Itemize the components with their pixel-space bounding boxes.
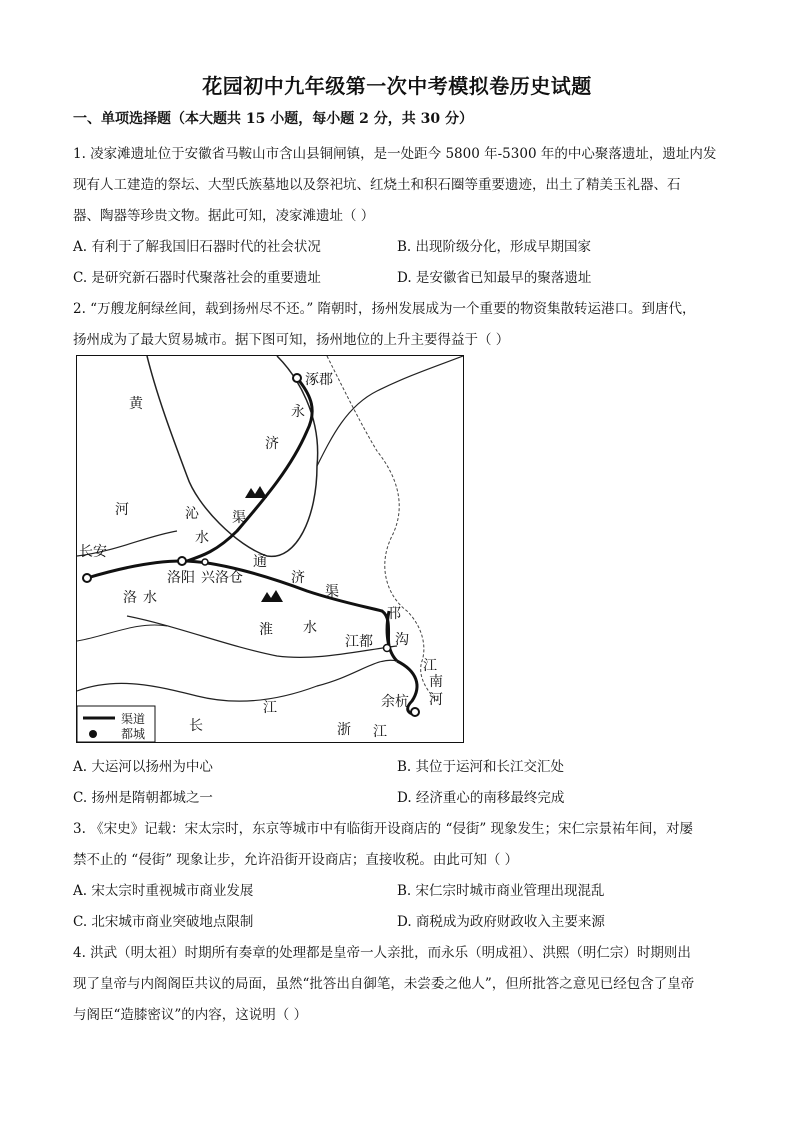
label-tong: 通 (253, 554, 267, 570)
label-qu1: 渠 (232, 510, 246, 526)
label-shui3: 水 (303, 620, 317, 636)
q1-line-1: 1. 凌家滩遗址位于安徽省马鞍山市含山县铜闸镇，是一处距今 5800 年-5300 年的中心聚落遗址，遗址内发 (73, 146, 717, 162)
label-shui2: 水 (143, 590, 157, 606)
q1-option-b: B. 出现阶级分化，形成早期国家 (397, 239, 592, 255)
q1-option-c: C. 是研究新石器时代聚落社会的重要遗址 (73, 270, 321, 286)
label-jiangdu: 江都 (345, 634, 373, 650)
luoyang-marker (178, 557, 186, 565)
label-huang: 黄 (129, 396, 143, 412)
label-zhuojun: 涿郡 (305, 372, 333, 388)
q1-option-a: A. 有利于了解我国旧石器时代的社会状况 (73, 239, 321, 255)
label-yong: 永 (291, 404, 305, 420)
q3-line-1: 3. 《宋史》记载：宋太宗时，东京等城市中有临街开设商店的 “侵街” 现象发生；宋仁宗景祐年间，对屡 (73, 821, 694, 837)
label-han: 邗 (387, 606, 401, 622)
changan-marker (83, 574, 91, 582)
q3-option-d: D. 商税成为政府财政收入主要来源 (397, 914, 605, 930)
q2-option-a: A. 大运河以扬州为中心 (73, 759, 213, 775)
label-huai: 淮 (259, 622, 273, 638)
zhuojun-marker (293, 374, 301, 382)
section-heading: 一、单项选择题（本大题共 15 小题，每小题 2 分，共 30 分） (73, 111, 473, 127)
yangtze-river (77, 660, 397, 701)
q3-option-a: A. 宋太宗时重视城市商业发展 (73, 883, 254, 899)
q3-option-c: C. 北宋城市商业突破地点限制 (73, 914, 254, 930)
q2-option-b: B. 其位于运河和长江交汇处 (397, 759, 565, 775)
legend-capital-icon (89, 730, 97, 738)
label-qin: 沁 (185, 506, 199, 522)
page-title: 花园初中九年级第一次中考模拟卷历史试题 (202, 74, 592, 98)
grand-canal-map (76, 355, 464, 743)
huai-river-2 (77, 625, 167, 641)
label-jiang1: 江 (423, 658, 437, 674)
mountain-icon (245, 486, 267, 498)
label-changan: 长安 (79, 544, 107, 560)
q1-line-2: 现有人工建造的祭坛、大型氏族墓地以及祭祀坑、红烧土和积石圈等重要遗迹，出土了精美玉礼器、石 (73, 177, 681, 193)
q2-line-1: 2. “万艘龙舸绿丝间，载到扬州尽不还。” 隋朝时，扬州发展成为一个重要的物资集散转运港口。到唐代， (73, 301, 696, 317)
coastline (327, 356, 437, 701)
xingluocang-marker (202, 559, 208, 565)
q2-option-c: C. 扬州是隋朝都城之一 (73, 790, 213, 806)
legend-capital-label: 都城 (121, 727, 146, 741)
q4-line-1: 4. 洪武（明太祖）时期所有奏章的处理都是皇帝一人亲批，而永乐（明成祖）、洪熙（明仁宗）时期则出 (73, 945, 691, 961)
label-luoyang: 洛阳 (167, 570, 195, 586)
q2-line-2: 扬州成为了最大贸易城市。据下图可知，扬州地位的上升主要得益于（ ） (73, 332, 510, 348)
label-xingluocang: 兴洛仓 (201, 570, 243, 586)
label-gou: 沟 (395, 632, 409, 648)
label-ji2: 济 (291, 570, 305, 586)
label-jiang3: 江 (373, 724, 387, 740)
label-luo: 洛 (123, 590, 137, 606)
yellow-river (147, 356, 318, 556)
q1-line-3: 器、陶器等珍贵文物。据此可知，凌家滩遗址（ ） (73, 208, 375, 224)
label-ji1: 济 (265, 436, 279, 452)
label-nan: 南 (429, 674, 443, 690)
q3-option-b: B. 宋仁宗时城市商业管理出现混乱 (397, 883, 605, 899)
label-chang: 长 (189, 718, 203, 734)
label-jiang2: 江 (263, 700, 277, 716)
label-zhe: 浙 (337, 722, 351, 738)
label-he2: 河 (429, 692, 443, 708)
label-qu2: 渠 (325, 584, 339, 600)
q2-option-d: D. 经济重心的南移最终完成 (397, 790, 565, 806)
q4-line-2: 现了皇帝与内阁阁臣共议的局面，虽然“批答出自御笔，未尝委之他人”，但所批答之意见已经包含了皇帝 (73, 976, 695, 992)
label-he: 河 (115, 502, 129, 518)
yellow-river-lower (317, 356, 463, 466)
q1-option-d: D. 是安徽省已知最早的聚落遗址 (397, 270, 592, 286)
q4-line-3: 与阁臣“造膝密议”的内容，这说明（ ） (73, 1007, 308, 1023)
mountain-icon (261, 590, 283, 602)
legend-canal-label: 渠道 (121, 712, 146, 726)
label-shui1: 水 (195, 530, 209, 546)
yuhang-marker (411, 708, 419, 716)
q3-line-2: 禁不止的 “侵街” 现象让步，允许沿街开设商店；直接收税。由此可知（ ） (73, 852, 519, 868)
jiangdu-marker (384, 645, 391, 652)
label-yuhang: 余杭 (381, 694, 409, 710)
